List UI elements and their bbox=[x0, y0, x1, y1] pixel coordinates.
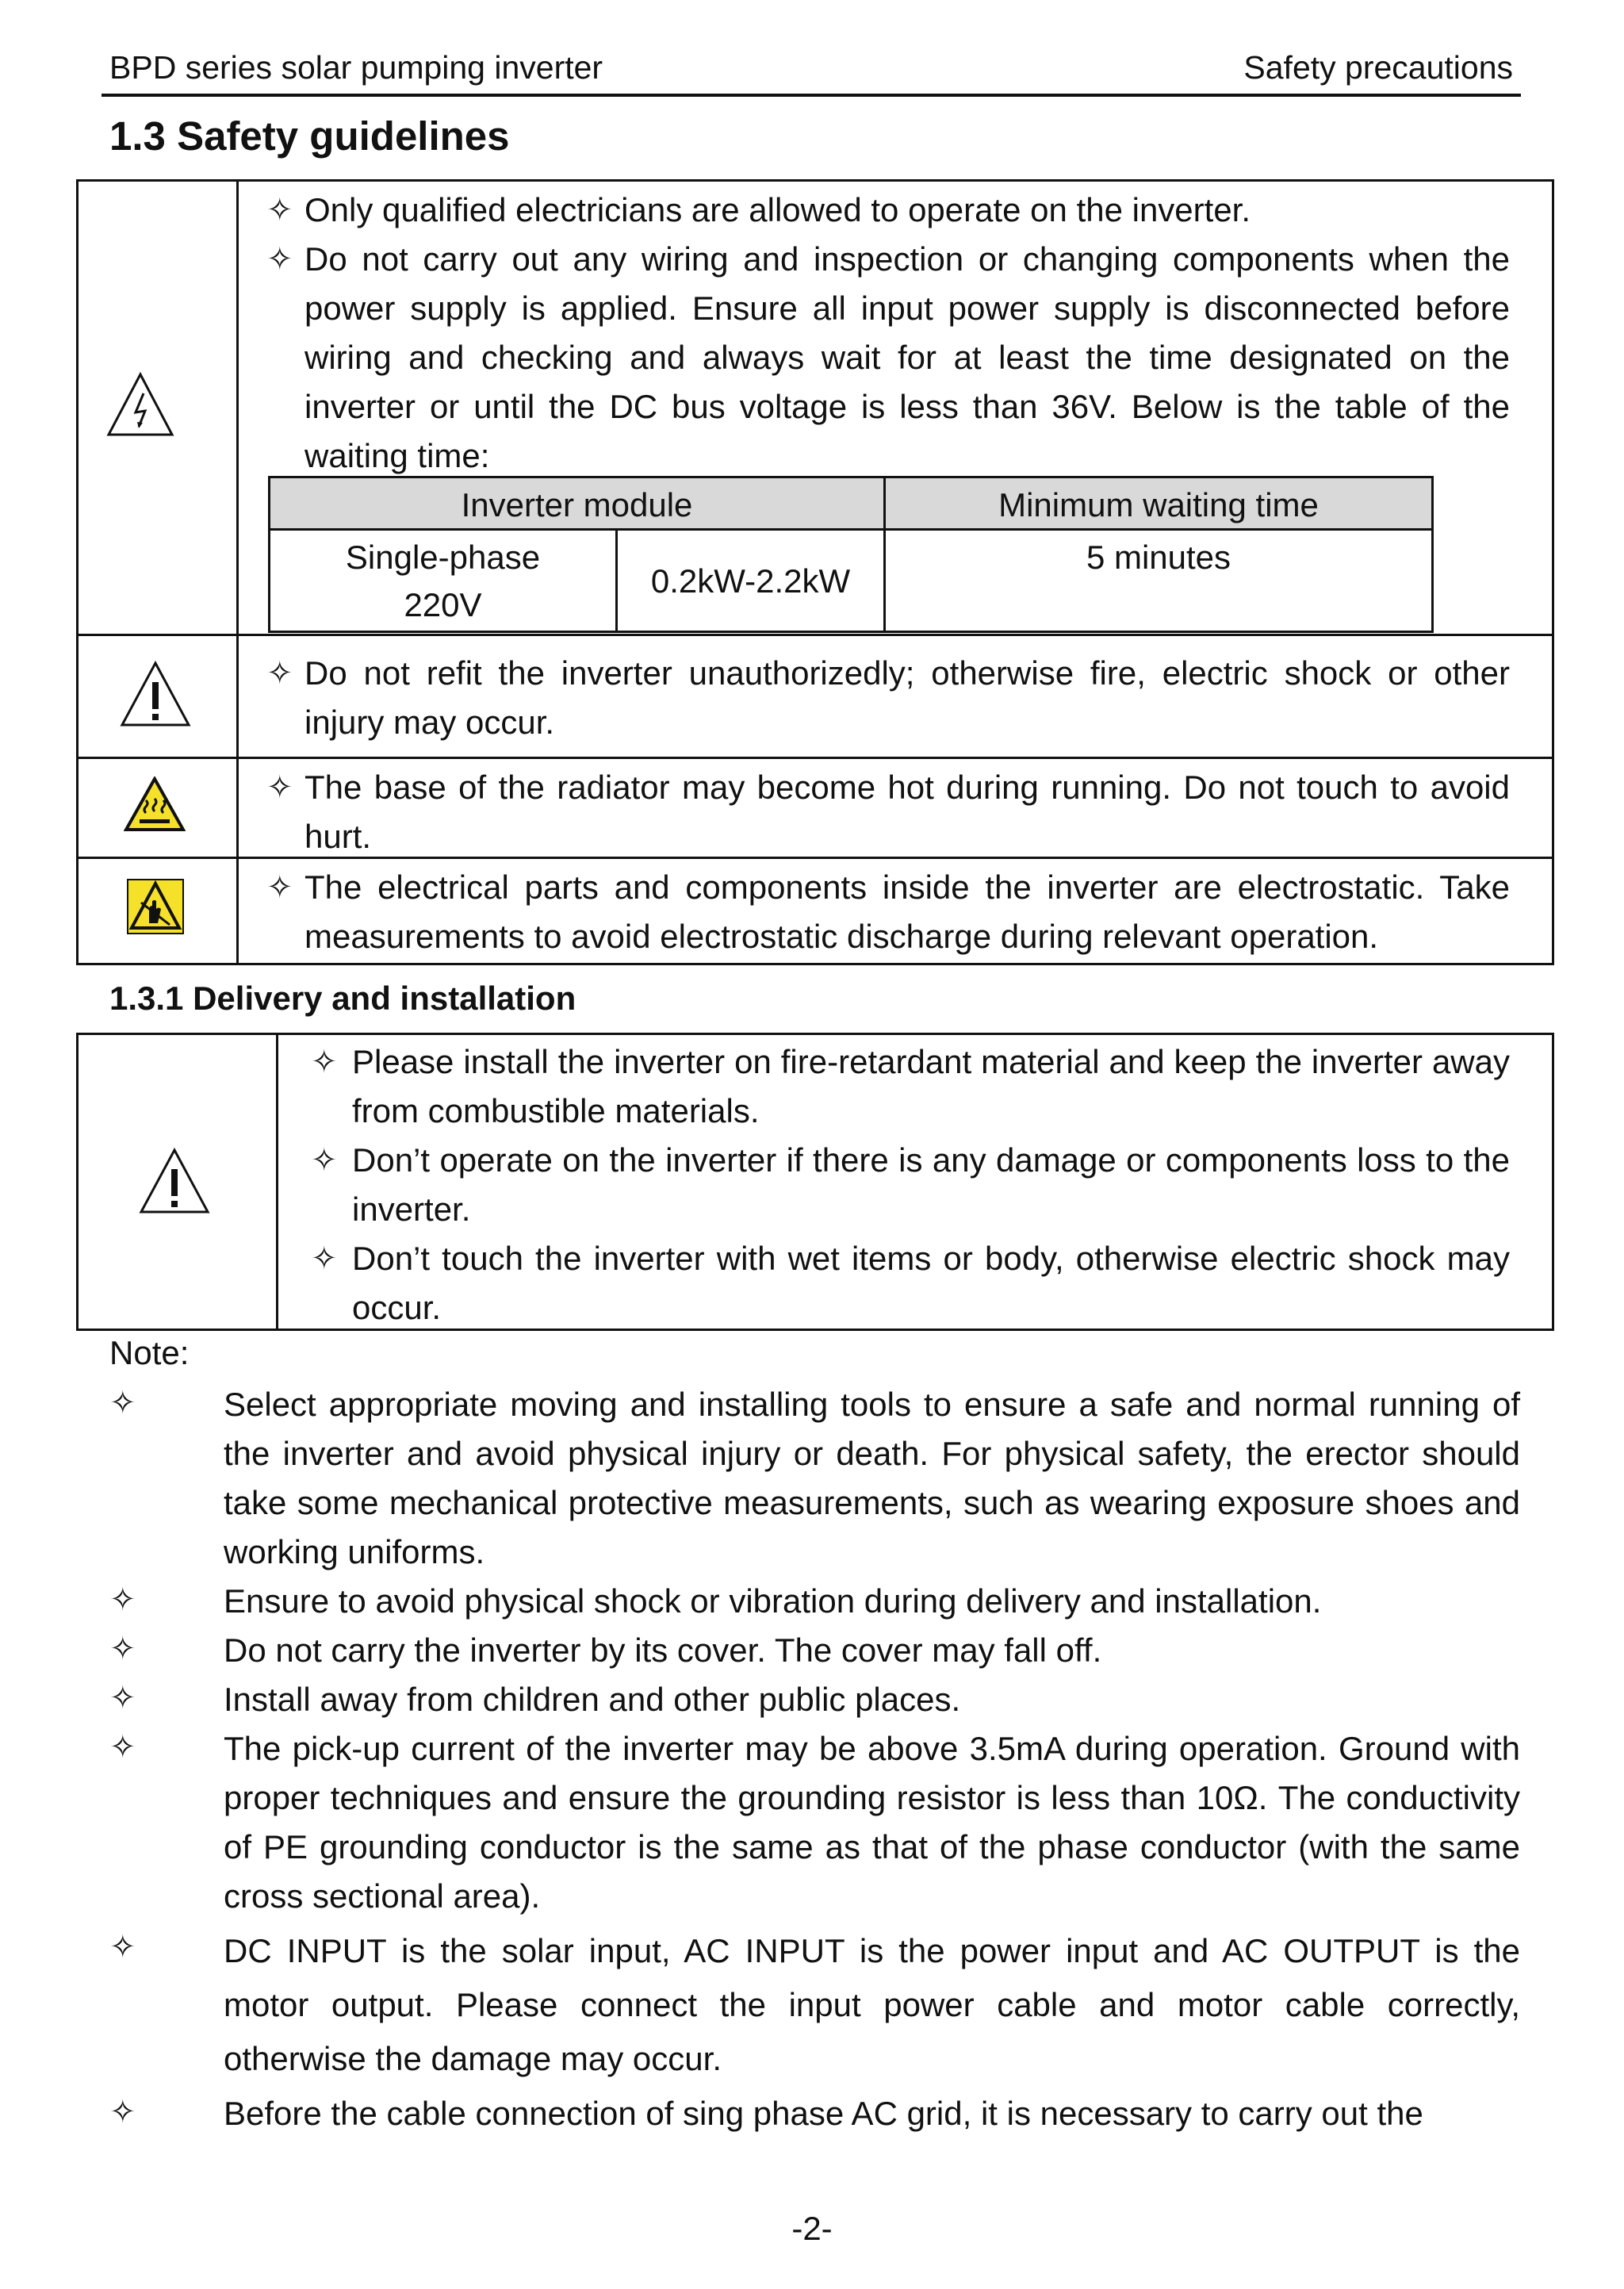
safety-row4-item: The electrical parts and components inside the inverter are electrostatic. Take measurements to avoid electrostatic discharge during relevant operation. bbox=[304, 868, 1510, 955]
note-item-3: Do not carry the inverter by its cover. The cover may fall off. bbox=[224, 1631, 1102, 1669]
safety-row3-item: The base of the radiator may become hot during running. Do not touch to avoid hurt. bbox=[304, 769, 1510, 855]
bullet-icon: ✧ bbox=[109, 1386, 136, 1421]
safety-row2-item: Do not refit the inverter unauthorizedly; otherwise fire, electric shock or other injury may occur. bbox=[304, 654, 1510, 741]
delivery-item-2: Don’t operate on the inverter if there is any damage or components loss to the inverter. bbox=[352, 1141, 1510, 1228]
header-rule bbox=[102, 94, 1521, 97]
safety-table-divider bbox=[236, 179, 239, 965]
bullet-icon: ✧ bbox=[109, 1930, 136, 1965]
bullet-icon: ✧ bbox=[109, 1681, 136, 1716]
bullet-icon: ✧ bbox=[109, 2095, 136, 2130]
note-item-4: Install away from children and other public places. bbox=[224, 1681, 961, 1718]
delivery-item-3: Don’t touch the inverter with wet items or body, otherwise electric shock may occur. bbox=[352, 1240, 1510, 1326]
general-warning-icon bbox=[138, 1147, 211, 1215]
note-item-6: DC INPUT is the solar input, AC INPUT is the power input and AC OUTPUT is the motor output. Please connect the input power cable and motor cable correctly, otherwise the damage may occur. bbox=[224, 1932, 1520, 2077]
cell-phase-line1: Single-phase bbox=[345, 539, 541, 576]
header-left: BPD series solar pumping inverter bbox=[109, 49, 603, 86]
header-inverter-module: Inverter module bbox=[461, 486, 693, 523]
bullet-icon: ✧ bbox=[266, 242, 293, 277]
bullet-icon: ✧ bbox=[109, 1730, 136, 1765]
note-item-7: Before the cable connection of sing phase AC grid, it is necessary to carry out the bbox=[224, 2095, 1423, 2132]
page-header bbox=[102, 49, 1521, 95]
safety-row1-item2: Do not carry out any wiring and inspection or changing components when the power supply is applied. Ensure all input power supply is disconnected before wiring and checking and always wait for at least the time designated on the inverter or until the DC bus voltage is less than 36V. Below is the table of the waiting time: bbox=[304, 240, 1510, 474]
safety-table-row-line bbox=[76, 757, 1554, 759]
note-item-5: The pick-up current of the inverter may be above 3.5mA during operation. Ground with proper techniques and ensure the grounding resistor is less than 10Ω. The conductivity of PE grounding conductor is the same as that of the phase conductor (with the same cross sectional area). bbox=[224, 1730, 1520, 1915]
cell-waiting-time: 5 minutes bbox=[1086, 539, 1231, 576]
bullet-icon: ✧ bbox=[311, 1143, 338, 1178]
bullet-icon: ✧ bbox=[266, 870, 293, 905]
cell-power-range: 0.2kW-2.2kW bbox=[650, 562, 851, 600]
bullet-icon: ✧ bbox=[266, 770, 293, 805]
delivery-table-divider bbox=[276, 1033, 278, 1331]
electrostatic-sensitive-icon bbox=[127, 879, 184, 934]
bullet-icon: ✧ bbox=[266, 193, 293, 228]
bullet-icon: ✧ bbox=[266, 656, 293, 691]
safety-row1-item1: Only qualified electricians are allowed to operate on the inverter. bbox=[304, 191, 1251, 228]
waiting-time-table bbox=[268, 476, 1434, 633]
section-title: 1.3 Safety guidelines bbox=[109, 113, 510, 159]
page-number: -2- bbox=[791, 2210, 833, 2247]
safety-table-row-line bbox=[76, 634, 1554, 636]
subsection-title: 1.3.1 Delivery and installation bbox=[109, 980, 576, 1017]
bullet-icon: ✧ bbox=[109, 1631, 136, 1666]
header-minimum-waiting-time: Minimum waiting time bbox=[998, 486, 1319, 523]
bullet-icon: ✧ bbox=[311, 1045, 338, 1079]
bullet-icon: ✧ bbox=[109, 1582, 136, 1617]
delivery-item-1: Please install the inverter on fire-retardant material and keep the inverter away from combustible materials. bbox=[352, 1043, 1510, 1129]
header-right: Safety precautions bbox=[1243, 49, 1513, 86]
bullet-icon: ✧ bbox=[311, 1241, 338, 1276]
hot-surface-icon bbox=[124, 776, 186, 832]
general-warning-icon bbox=[119, 660, 192, 728]
note-item-2: Ensure to avoid physical shock or vibration during delivery and installation. bbox=[224, 1582, 1322, 1620]
note-item-1: Select appropriate moving and installing tools to ensure a safe and normal running of the inverter and avoid physical injury or death. For physical safety, the erector should take some mechanical protective measurements, such as wearing exposure shoes and working uniforms. bbox=[224, 1386, 1520, 1570]
electric-shock-warning-icon bbox=[105, 371, 175, 438]
note-label: Note: bbox=[109, 1334, 190, 1371]
cell-phase-line2: 220V bbox=[404, 586, 482, 623]
